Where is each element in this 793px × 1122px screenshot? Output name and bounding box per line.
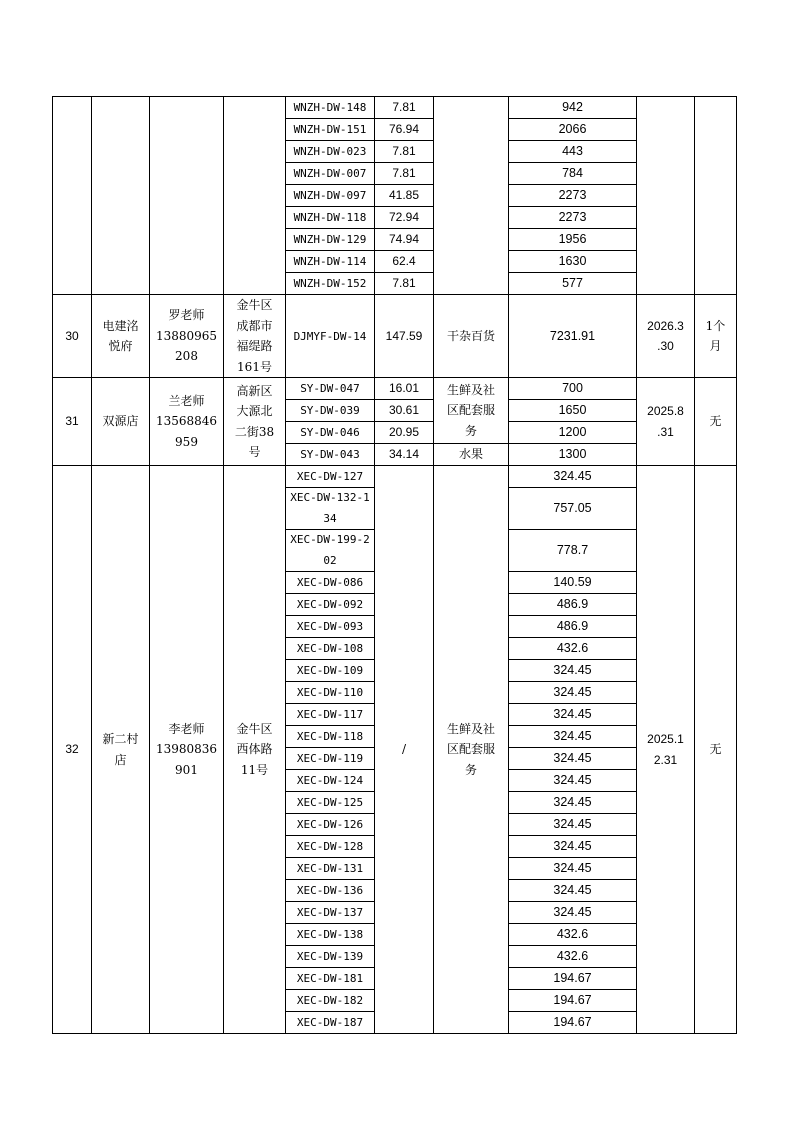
rent-cell: 432.6 [509,638,637,660]
unit-code-line: 02 [323,553,337,567]
rent-cell: 324.45 [509,726,637,748]
area-cell: / [375,466,434,1034]
unit-code-cell [286,488,375,530]
rent-cell: 1650 [509,400,637,422]
contact-phone: 13568846 [155,414,218,429]
table-row [53,295,737,378]
contact-name: 兰老师 [168,393,205,408]
address-line: 11号 [240,762,269,777]
unit-code-cell: XEC-DW-109 [286,660,375,682]
unit-code-cell: WNZH-DW-114 [286,251,375,273]
address-line: 大源北 [236,404,273,418]
store-name-line: 店 [114,752,127,767]
contact-cell [150,97,224,295]
contact-phone: 13880965 [155,328,218,343]
area-cell: 20.95 [375,422,434,444]
unit-code-cell: XEC-DW-125 [286,792,375,814]
area-cell: 7.81 [375,273,434,295]
use-cell [434,378,509,444]
rent-cell: 324.45 [509,902,637,924]
other-line: 月 [709,339,722,353]
unit-code-line: 34 [323,511,337,525]
rent-cell: 324.45 [509,770,637,792]
store-name-cell [92,466,150,1034]
rent-cell: 432.6 [509,924,637,946]
contact-name: 李老师 [168,721,205,736]
rent-cell: 7231.91 [509,295,637,378]
unit-code-cell: XEC-DW-139 [286,946,375,968]
rent-cell: 324.45 [509,704,637,726]
unit-code-cell: WNZH-DW-097 [286,185,375,207]
contact-phone: 901 [175,762,198,777]
contact-phone: 208 [175,349,198,364]
use-line: 生鲜及社 [446,382,495,397]
address-cell [224,378,286,466]
unit-code-cell: WNZH-DW-118 [286,207,375,229]
expiry-cell [637,97,695,295]
address-cell [224,466,286,1034]
use-cell: 水果 [434,444,509,466]
contact-phone: 959 [175,434,198,449]
unit-code-cell: XEC-DW-131 [286,858,375,880]
area-cell: 34.14 [375,444,434,466]
store-name-cell [92,295,150,378]
rent-cell: 140.59 [509,572,637,594]
contact-phone: 13980836 [155,742,218,757]
row-number-cell [53,97,92,295]
rent-cell: 432.6 [509,946,637,968]
unit-code-cell: XEC-DW-092 [286,594,375,616]
rent-cell: 577 [509,273,637,295]
expiry-line: .31 [657,424,674,439]
unit-code-cell: XEC-DW-181 [286,968,375,990]
table-row [53,378,737,400]
store-name-line: 悦府 [108,339,133,353]
table-row [53,97,737,119]
rent-cell: 443 [509,141,637,163]
area-cell: 30.61 [375,400,434,422]
area-cell: 62.4 [375,251,434,273]
rent-cell: 486.9 [509,594,637,616]
unit-code-cell: WNZH-DW-151 [286,119,375,141]
unit-code-cell: XEC-DW-137 [286,902,375,924]
unit-code-cell: WNZH-DW-152 [286,273,375,295]
unit-code-cell: WNZH-DW-007 [286,163,375,185]
other-cell [695,97,737,295]
expiry-cell [637,378,695,466]
unit-code-cell: XEC-DW-127 [286,466,375,488]
unit-code-cell: XEC-DW-136 [286,880,375,902]
unit-code-cell: SY-DW-046 [286,422,375,444]
rent-cell: 324.45 [509,836,637,858]
unit-code-cell: WNZH-DW-023 [286,141,375,163]
unit-code-cell: XEC-DW-117 [286,704,375,726]
rent-cell: 778.7 [509,530,637,572]
contact-cell [150,466,224,1034]
unit-code-cell: XEC-DW-182 [286,990,375,1012]
address-line: 成都市 [236,318,273,333]
area-cell: 16.01 [375,378,434,400]
address-line: 二街38 [234,424,275,439]
use-line: 务 [464,423,477,438]
rent-cell: 324.45 [509,660,637,682]
unit-code-cell [286,530,375,572]
use-line: 区配套服 [446,742,495,757]
contact-cell [150,378,224,466]
contact-name: 罗老师 [168,308,205,323]
expiry-cell [637,466,695,1034]
expiry-line: .30 [657,339,674,353]
rent-cell: 324.45 [509,880,637,902]
area-cell: 7.81 [375,163,434,185]
rent-cell: 324.45 [509,858,637,880]
unit-code-cell: WNZH-DW-129 [286,229,375,251]
contact-cell [150,295,224,378]
unit-code-cell: XEC-DW-119 [286,748,375,770]
address-line: 号 [248,445,261,459]
area-cell: 7.81 [375,141,434,163]
expiry-cell [637,295,695,378]
rent-cell: 1300 [509,444,637,466]
rental-table [52,96,737,1034]
rent-cell: 2273 [509,185,637,207]
row-number-cell: 30 [53,295,92,378]
rent-cell: 194.67 [509,968,637,990]
unit-code-cell: XEC-DW-118 [286,726,375,748]
area-cell: 76.94 [375,119,434,141]
address-cell [224,295,286,378]
rent-cell: 1630 [509,251,637,273]
expiry-line: 2025.8 [647,404,684,418]
use-cell [434,97,509,295]
unit-code-cell: XEC-DW-124 [286,770,375,792]
store-name-cell: 双源店 [92,378,150,466]
expiry-line: 2.31 [653,752,678,767]
unit-code-cell: XEC-DW-128 [286,836,375,858]
unit-code-cell: WNZH-DW-148 [286,97,375,119]
rent-cell: 324.45 [509,466,637,488]
address-line: 161号 [237,359,272,374]
table-row [53,466,737,488]
unit-code-cell: XEC-DW-110 [286,682,375,704]
unit-code-cell: XEC-DW-138 [286,924,375,946]
rent-cell: 700 [509,378,637,400]
unit-code-cell: XEC-DW-187 [286,1012,375,1034]
address-cell [224,97,286,295]
use-line: 区配套服 [446,403,495,418]
unit-code-cell: SY-DW-039 [286,400,375,422]
expiry-line: 2026.3 [647,318,684,333]
address-line: 西体路 [236,742,273,757]
area-cell: 74.94 [375,229,434,251]
address-line: 福缇路 [236,339,273,353]
store-name-line: 新二村 [102,732,139,746]
unit-code-cell: XEC-DW-086 [286,572,375,594]
other-cell: 无 [695,378,737,466]
rent-cell: 2273 [509,207,637,229]
rent-cell: 324.45 [509,792,637,814]
address-line: 金牛区 [236,721,273,736]
rent-cell: 324.45 [509,814,637,836]
use-cell: 干杂百货 [434,295,509,378]
rent-cell: 2066 [509,119,637,141]
area-cell: 72.94 [375,207,434,229]
address-line: 金牛区 [236,298,273,312]
rent-cell: 486.9 [509,616,637,638]
unit-code-line: XEC-DW-132-1 [290,491,370,504]
rental-table-body [53,97,737,1034]
rent-cell: 194.67 [509,990,637,1012]
unit-code-cell: DJMYF-DW-14 [286,295,375,378]
other-cell: 无 [695,466,737,1034]
rent-cell: 324.45 [509,748,637,770]
store-name-cell [92,97,150,295]
rent-cell: 942 [509,97,637,119]
row-number-cell: 31 [53,378,92,466]
area-cell: 7.81 [375,97,434,119]
store-name-line: 电建洺 [102,318,139,333]
rent-cell: 194.67 [509,1012,637,1034]
rent-cell: 324.45 [509,682,637,704]
use-cell [434,466,509,1034]
address-line: 高新区 [236,383,273,398]
rent-cell: 757.05 [509,488,637,530]
unit-code-line: XEC-DW-199-2 [290,533,370,546]
unit-code-cell: SY-DW-043 [286,444,375,466]
row-number-cell: 32 [53,466,92,1034]
area-cell: 41.85 [375,185,434,207]
other-cell [695,295,737,378]
other-line: 1个 [705,318,726,333]
unit-code-cell: XEC-DW-126 [286,814,375,836]
area-cell: 147.59 [375,295,434,378]
rent-cell: 784 [509,163,637,185]
expiry-line: 2025.1 [647,732,684,746]
rent-cell: 1200 [509,422,637,444]
unit-code-cell: XEC-DW-108 [286,638,375,660]
unit-code-cell: SY-DW-047 [286,378,375,400]
use-line: 务 [464,762,477,777]
use-line: 生鲜及社 [446,721,495,736]
unit-code-cell: XEC-DW-093 [286,616,375,638]
rent-cell: 1956 [509,229,637,251]
